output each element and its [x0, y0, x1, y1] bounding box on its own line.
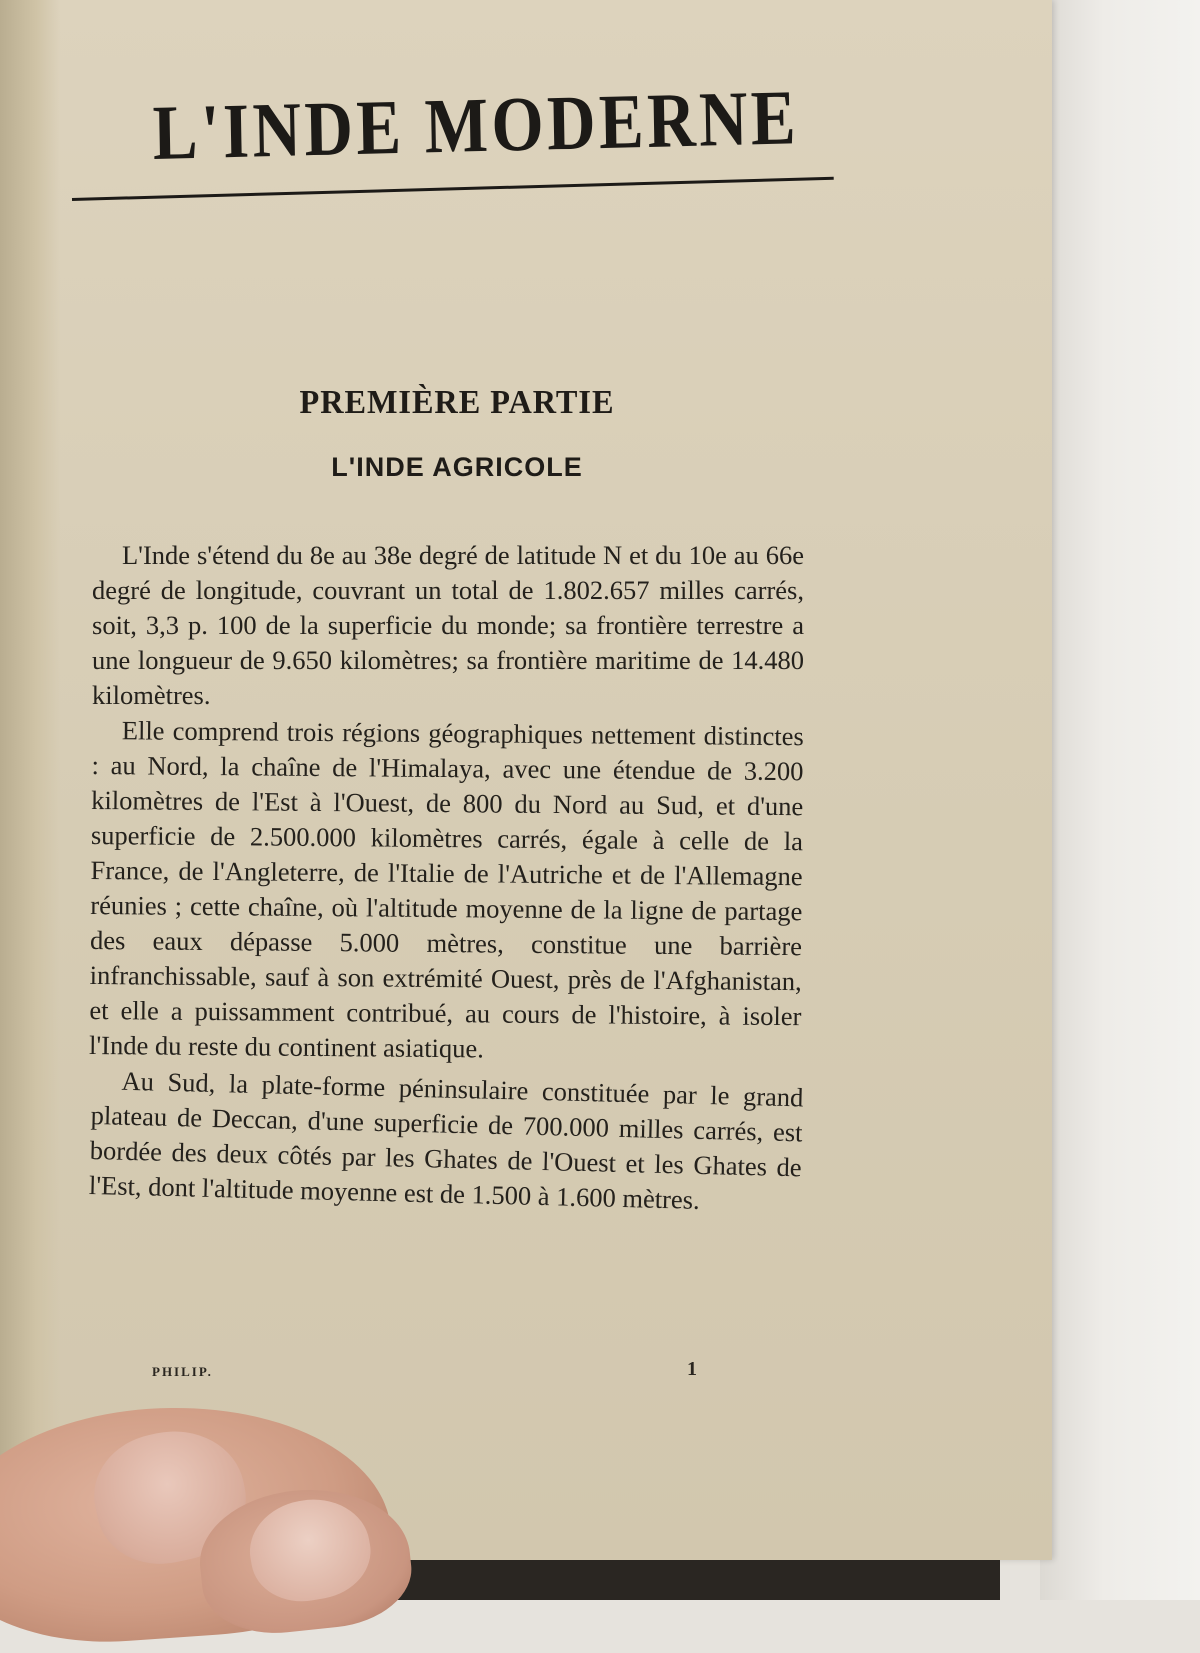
book-title: L'INDE MODERNE [152, 73, 800, 176]
background-surface [1040, 0, 1200, 1600]
page-gutter-shadow [0, 0, 60, 1600]
page-bottom-edge [360, 1560, 1000, 1600]
section-heading: L'INDE AGRICOLE [331, 452, 583, 482]
body-text [88, 538, 804, 1215]
paragraph: Au Sud, la plate-forme péninsulaire constituée par le grand plateau de Deccan, d'une superficie de 700.000 milles carrés, est bordée des deux côtés par les Ghates de l'Ouest et les Ghates de l'Est, dont l'altitude moyenne est de 1.500 à 1.600 mètres. [88, 1065, 804, 1215]
part-heading: PREMIÈRE PARTIE [299, 384, 615, 421]
paragraph: L'Inde s'étend du 8e au 38e degré de latitude N et du 10e au 66e degré de longitude, couvrant un total de 1.802.657 milles carrés, soit, 3,3 p. 100 de la superficie du monde; sa frontière terrestre a une longueur de 9.650 kilomètres; sa frontière maritime de 14.480 kilomètres. [92, 540, 804, 710]
paragraph: Elle comprend trois régions géographiques nettement distinctes : au Nord, la chaîne de l'Himalaya, avec une étendue de 3.200 kilomètres de l'Est à l'Ouest, de 800 du Nord au Sud, et d'une superficie de 2.500.000 kilomètres carrés, égale à celle de la France, de l'Angleterre, de l'Italie de l'Autriche et de l'Allemagne réunies ; cette chaîne, où l'altitude moyenne de la ligne de partage des eaux dépasse 5.000 mètres, constitue une barrière infranchissable, sauf à son extrémité Ouest, près de l'Afghanistan, et elle a puissamment contribué, au cours de l'histoire, à isoler l'Inde du reste du continent asiatique. [88, 715, 804, 1064]
page-number: 1 [687, 1358, 697, 1380]
book-page [22, 0, 1052, 1560]
title-rule [72, 177, 834, 201]
printer-signature-mark: PHILIP. [152, 1364, 213, 1379]
